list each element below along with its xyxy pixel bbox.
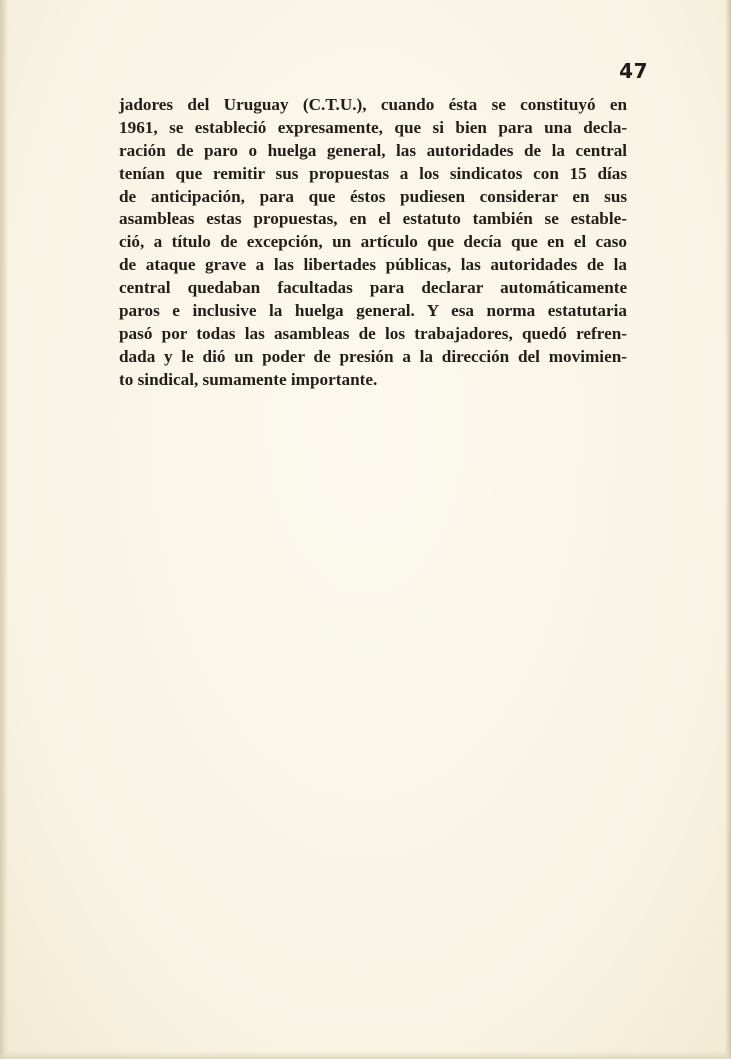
paper-edge-bottom bbox=[0, 1051, 731, 1059]
text-line: jadores del Uruguay (C.T.U.), cuando ésta se constituyó en bbox=[119, 95, 628, 114]
text-line: pasó por todas las asambleas de los trabajadores, quedó refren- bbox=[119, 323, 627, 343]
page-number: 47 bbox=[619, 59, 648, 83]
text-line: ración de paro o huelga general, las autoridades de la central bbox=[119, 140, 628, 160]
paper-edge-right bbox=[725, 0, 731, 1059]
body-paragraph bbox=[119, 94, 627, 392]
text-line: ció, a título de excepción, un artículo que decía que en el caso bbox=[119, 232, 627, 252]
binding-edge bbox=[0, 0, 8, 1059]
text-line: dada y le dió un poder de presión a la dirección del movimien- bbox=[119, 346, 627, 366]
text-line: central quedaban facultadas para declarar automáticamente bbox=[119, 278, 628, 298]
text-line: paros e inclusive la huelga general. Y esa norma estatutaria bbox=[119, 301, 627, 321]
text-line: de ataque grave a las libertades públicas, las autoridades de la bbox=[119, 255, 628, 275]
text-line: 1961, se estableció expresamente, que si bien para una decla- bbox=[119, 117, 628, 137]
text-line: asambleas estas propuestas, en el estatuto también se estable- bbox=[119, 209, 627, 229]
text-line: to sindical, sumamente importante. bbox=[119, 369, 378, 389]
text-line: de anticipación, para que éstos pudiesen considerar en sus bbox=[119, 186, 628, 206]
text-line: tenían que remitir sus propuestas a los sindicatos con 15 días bbox=[119, 163, 628, 183]
